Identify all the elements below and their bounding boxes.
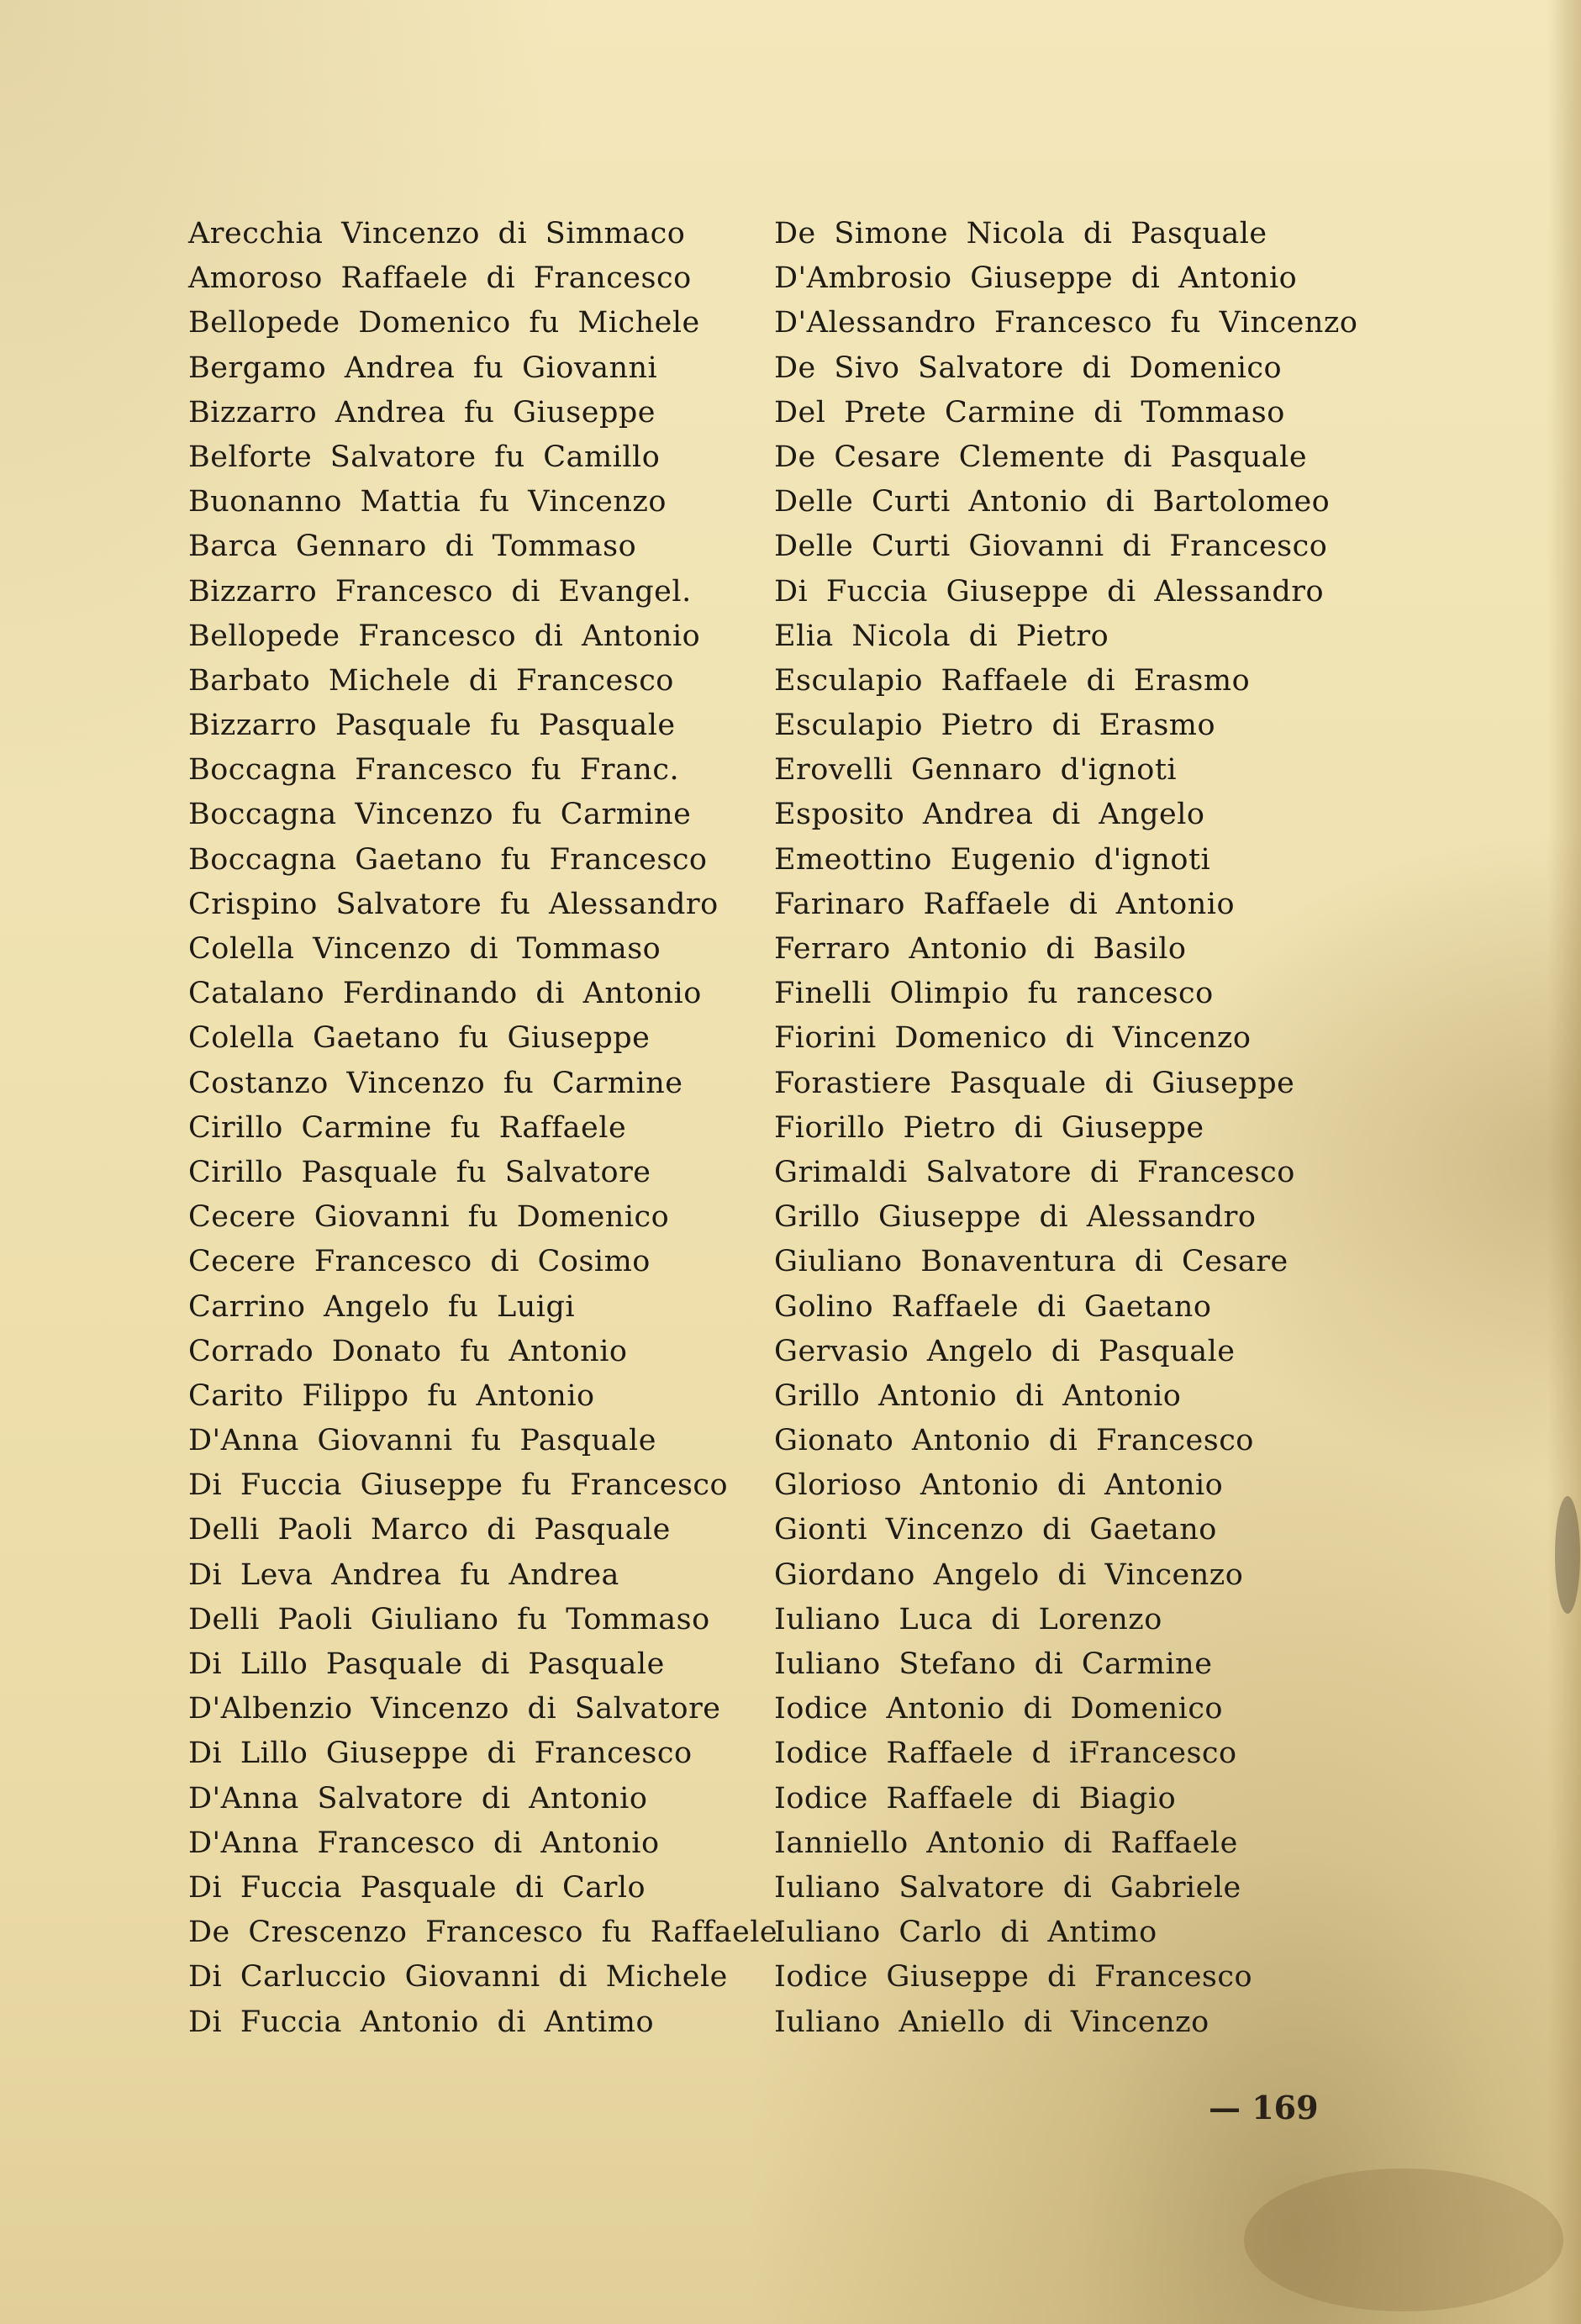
list-item: Barca Gennaro di Tommaso xyxy=(188,530,637,564)
list-item: D'Ambrosio Giuseppe di Antonio xyxy=(774,261,1298,296)
list-item: Cecere Francesco di Cosimo xyxy=(188,1245,651,1279)
list-item: Cecere Giovanni fu Domenico xyxy=(188,1200,670,1235)
list-item: Bizzarro Francesco di Evangel. xyxy=(188,574,692,609)
list-item: Costanzo Vincenzo fu Carmine xyxy=(188,1066,683,1100)
list-item: Fiorini Domenico di Vincenzo xyxy=(774,1021,1252,1056)
list-item: Bizzarro Pasquale fu Pasquale xyxy=(188,709,676,743)
list-item: Di Fuccia Pasquale di Carlo xyxy=(188,1870,646,1905)
list-item: Iuliano Carlo di Antimo xyxy=(774,1916,1157,1950)
list-item: De Cesare Clemente di Pasquale xyxy=(774,440,1308,474)
list-item: Delle Curti Antonio di Bartolomeo xyxy=(774,485,1331,519)
list-item: Bizzarro Andrea fu Giuseppe xyxy=(188,395,656,429)
list-item: Barbato Michele di Francesco xyxy=(188,663,674,698)
list-item: Elia Nicola di Pietro xyxy=(774,619,1109,653)
list-item: Esposito Andrea di Angelo xyxy=(774,798,1205,832)
names-column-right xyxy=(774,212,1357,2045)
list-item: Di Carluccio Giovanni di Michele xyxy=(188,1960,728,1995)
list-item: De Simone Nicola di Pasquale xyxy=(774,217,1267,250)
list-item: Delle Curti Giovanni di Francesco xyxy=(774,530,1328,564)
list-item: Bellopede Domenico fu Michele xyxy=(188,306,700,340)
list-item: Corrado Donato fu Antonio xyxy=(188,1334,628,1368)
list-item: Erovelli Gennaro d'ignoti xyxy=(774,753,1178,788)
list-item: Delli Paoli Marco di Pasquale xyxy=(188,1513,671,1547)
list-item: Giuliano Bonaventura di Cesare xyxy=(774,1245,1289,1279)
list-item: Esculapio Raffaele di Erasmo xyxy=(774,663,1251,698)
list-item: Giordano Angelo di Vincenzo xyxy=(774,1557,1244,1592)
list-item: Iuliano Aniello di Vincenzo xyxy=(774,2005,1209,2039)
stain-bottom-right xyxy=(1244,2169,1563,2311)
page-number: — 169 xyxy=(1209,2089,1319,2126)
list-item: De Sivo Salvatore di Domenico xyxy=(774,350,1283,385)
list-item: Di Fuccia Giuseppe di Alessandro xyxy=(774,574,1325,609)
list-item: D'Alessandro Francesco fu Vincenzo xyxy=(774,306,1358,340)
list-item: Iuliano Stefano di Carmine xyxy=(774,1647,1213,1681)
list-item: Bergamo Andrea fu Giovanni xyxy=(188,350,658,385)
list-item: Cirillo Carmine fu Raffaele xyxy=(188,1110,627,1145)
list-item: Amoroso Raffaele di Francesco xyxy=(188,261,692,296)
list-item: Delli Paoli Giuliano fu Tommaso xyxy=(188,1602,710,1636)
list-item: Forastiere Pasquale di Giuseppe xyxy=(774,1066,1295,1100)
list-item: D'Albenzio Vincenzo di Salvatore xyxy=(188,1692,721,1726)
stain-right-edge xyxy=(1555,1496,1580,1614)
list-item: Gionato Antonio di Francesco xyxy=(774,1424,1254,1458)
list-item: De Crescenzo Francesco fu Raffaele xyxy=(188,1916,778,1950)
list-item: Boccagna Gaetano fu Francesco xyxy=(188,842,708,877)
list-item: D'Anna Giovanni fu Pasquale xyxy=(188,1424,656,1458)
list-item: Grillo Antonio di Antonio xyxy=(774,1378,1182,1413)
list-item: Grimaldi Salvatore di Francesco xyxy=(774,1155,1295,1189)
list-item: Golino Raffaele di Gaetano xyxy=(774,1289,1212,1324)
list-item: Iodice Raffaele di Biagio xyxy=(774,1781,1177,1815)
names-column-left xyxy=(188,212,777,2045)
list-item: Colella Vincenzo di Tommaso xyxy=(188,932,661,966)
list-item: Ianniello Antonio di Raffaele xyxy=(774,1826,1238,1860)
list-item: Catalano Ferdinando di Antonio xyxy=(188,977,702,1011)
list-item: Emeottino Eugenio d'ignoti xyxy=(774,842,1211,877)
list-item: Iodice Raffaele d iFrancesco xyxy=(774,1736,1237,1771)
list-item: Glorioso Antonio di Antonio xyxy=(774,1468,1224,1503)
list-item: Iodice Giuseppe di Francesco xyxy=(774,1960,1253,1995)
list-item: Buonanno Mattia fu Vincenzo xyxy=(188,485,667,519)
list-item: Arecchia Vincenzo di Simmaco xyxy=(188,217,686,250)
list-item: Cirillo Pasquale fu Salvatore xyxy=(188,1155,651,1189)
list-item: Boccagna Francesco fu Franc. xyxy=(188,753,680,788)
list-item: Iodice Antonio di Domenico xyxy=(774,1692,1223,1726)
page-edge-shading xyxy=(1547,0,1581,2324)
list-item: Di Leva Andrea fu Andrea xyxy=(188,1557,619,1592)
list-item: Boccagna Vincenzo fu Carmine xyxy=(188,798,692,832)
list-item: Farinaro Raffaele di Antonio xyxy=(774,887,1236,921)
list-item: Di Fuccia Giuseppe fu Francesco xyxy=(188,1468,729,1503)
list-item: Finelli Olimpio fu rancesco xyxy=(774,977,1214,1011)
list-item: Bellopede Francesco di Antonio xyxy=(188,619,701,653)
list-item: Grillo Giuseppe di Alessandro xyxy=(774,1200,1257,1235)
list-item: Di Lillo Pasquale di Pasquale xyxy=(188,1647,665,1681)
list-item: D'Anna Francesco di Antonio xyxy=(188,1826,660,1860)
list-item: Del Prete Carmine di Tommaso xyxy=(774,395,1285,429)
list-item: Belforte Salvatore fu Camillo xyxy=(188,440,661,474)
list-item: Di Lillo Giuseppe di Francesco xyxy=(188,1736,693,1771)
list-item: Gervasio Angelo di Pasquale xyxy=(774,1334,1236,1368)
list-item: Fiorillo Pietro di Giuseppe xyxy=(774,1110,1204,1145)
list-item: D'Anna Salvatore di Antonio xyxy=(188,1781,648,1815)
list-item: Colella Gaetano fu Giuseppe xyxy=(188,1021,651,1056)
list-item: Crispino Salvatore fu Alessandro xyxy=(188,887,719,921)
list-item: Iuliano Luca di Lorenzo xyxy=(774,1602,1162,1636)
list-item: Ferraro Antonio di Basilo xyxy=(774,932,1187,966)
list-item: Carito Filippo fu Antonio xyxy=(188,1378,595,1413)
list-item: Carrino Angelo fu Luigi xyxy=(188,1289,576,1324)
list-item: Gionti Vincenzo di Gaetano xyxy=(774,1513,1217,1547)
list-item: Iuliano Salvatore di Gabriele xyxy=(774,1870,1241,1905)
list-item: Esculapio Pietro di Erasmo xyxy=(774,709,1216,743)
list-item: Di Fuccia Antonio di Antimo xyxy=(188,2005,655,2039)
